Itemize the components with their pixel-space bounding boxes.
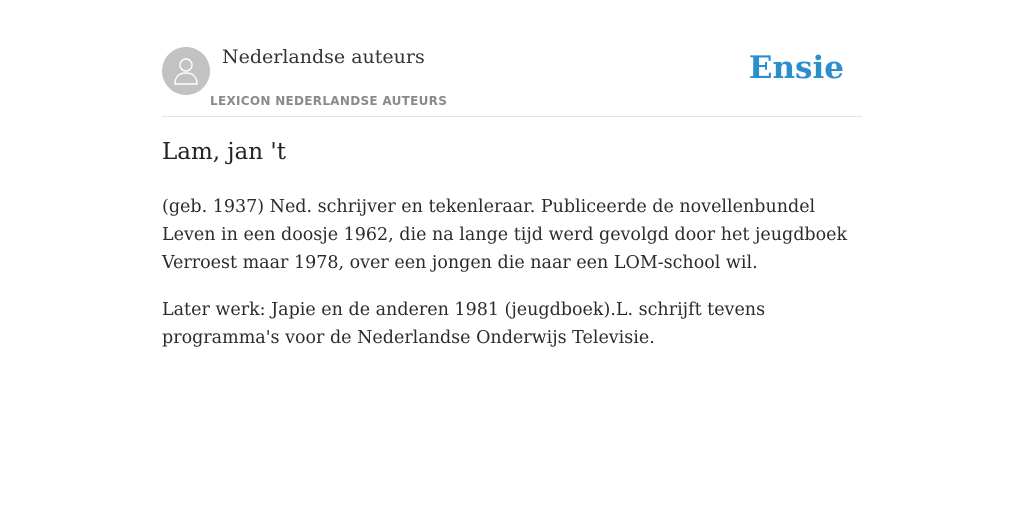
user-placeholder-icon <box>172 56 200 86</box>
ensie-logo[interactable]: Ensie <box>748 50 844 86</box>
source-title-link[interactable]: Nederlandse auteurs <box>222 46 425 68</box>
entry-body <box>162 193 868 371</box>
source-header <box>162 40 862 117</box>
source-avatar[interactable] <box>162 47 210 95</box>
entry-paragraph: (geb. 1937) Ned. schrijver en tekenleraar. Publiceerde de novellenbundel Leven in een doosje 1962, die na lange tijd werd gevolgd door het jeugdboek Verroest maar 1978, over een jongen die naar een LOM-school wil. <box>162 197 848 273</box>
source-subtitle: LEXICON NEDERLANDSE AUTEURS <box>210 94 448 108</box>
entry-paragraph: Later werk: Japie en de anderen 1981 (jeugdboek).L. schrijft tevens programma's voor de Nederlandse Onderwijs Televisie. <box>162 300 766 348</box>
entry-title: Lam, jan 't <box>162 139 286 165</box>
